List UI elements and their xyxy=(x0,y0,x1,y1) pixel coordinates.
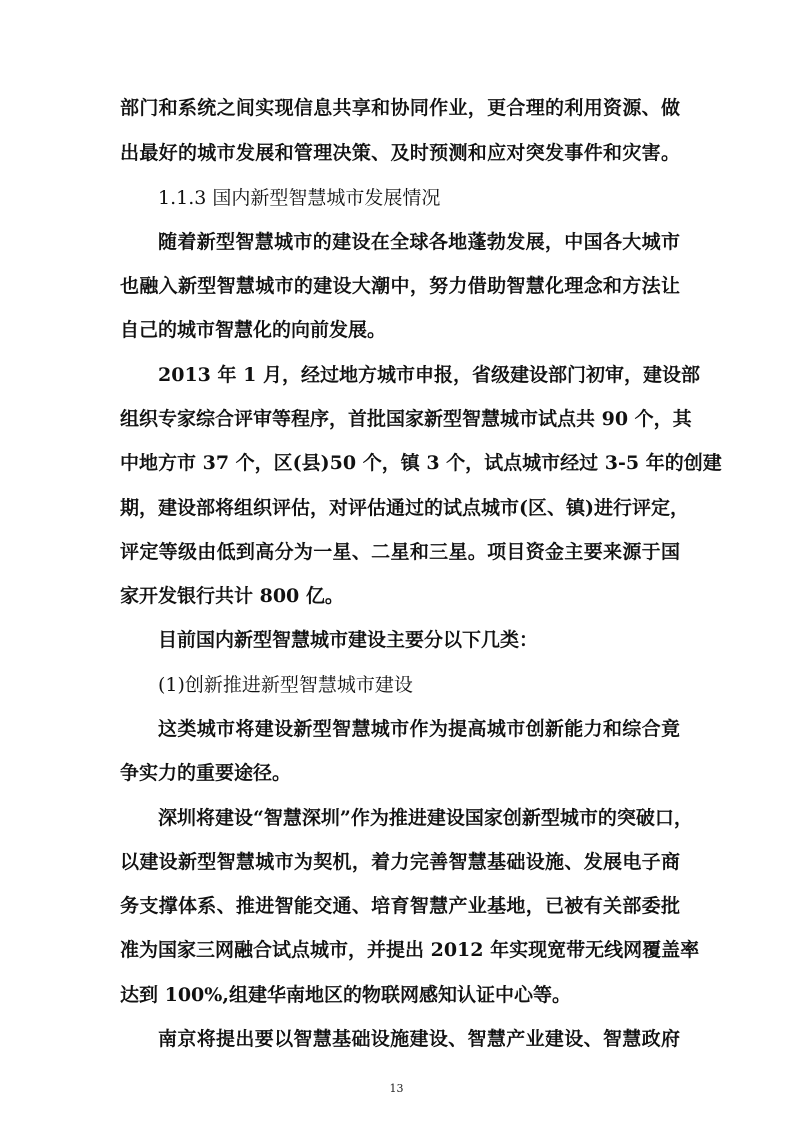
body-line: 部门和系统之间实现信息共享和协同作业，更合理的利用资源、做 xyxy=(120,97,680,119)
body-line: 期，建设部将组织评估，对评估通过的试点城市(区、镇)进行评定， xyxy=(120,497,689,519)
section-heading: 1.1.3 国内新型智慧城市发展情况 xyxy=(158,187,441,209)
body-line: 也融入新型智慧城市的建设大潮中，努力借助智慧化理念和方法让 xyxy=(120,275,680,297)
body-line: 家开发银行共计 800 亿。 xyxy=(120,585,344,607)
body-line: 务支撑体系、推进智能交通、培育智慧产业基地，已被有关部委批 xyxy=(120,895,680,917)
body-line: 南京将提出要以智慧基础设施建设、智慧产业建设、智慧政府 xyxy=(158,1028,680,1050)
body-line: 目前国内新型智慧城市建设主要分以下几类： xyxy=(158,629,539,651)
body-line: 出最好的城市发展和管理决策、及时预测和应对突发事件和灾害。 xyxy=(120,142,680,164)
body-line: 2013 年 1 月，经过地方城市申报，省级建设部门初审，建设部 xyxy=(158,364,700,386)
body-line: 这类城市将建设新型智慧城市作为提高城市创新能力和综合竟 xyxy=(158,718,680,740)
body-line: 组织专家综合评审等程序，首批国家新型智慧城市试点共 90 个，其 xyxy=(120,408,692,430)
page-number: 13 xyxy=(389,1082,404,1095)
list-heading: (1)创新推进新型智慧城市建设 xyxy=(158,674,413,696)
body-line: 深圳将建设“智慧深圳”作为推进建设国家创新型城市的突破口， xyxy=(158,807,693,829)
body-line: 争实力的重要途径。 xyxy=(120,762,292,784)
body-line: 自己的城市智慧化的向前发展。 xyxy=(120,319,387,341)
body-line: 以建设新型智慧城市为契机，着力完善智慧基础设施、发展电子商 xyxy=(120,851,680,873)
body-line: 达到 100%,组建华南地区的物联网感知认证中心等。 xyxy=(120,984,571,1006)
body-line: 评定等级由低到高分为一星、二星和三星。项目资金主要来源于国 xyxy=(120,541,680,563)
body-line: 随着新型智慧城市的建设在全球各地蓬勃发展，中国各大城市 xyxy=(158,231,680,253)
body-line: 中地方市 37 个，区(县)50 个，镇 3 个，试点城市经过 3-5 年的创建 xyxy=(120,452,722,474)
body-line: 准为国家三网融合试点城市，并提出 2012 年实现宽带无线网覆盖率 xyxy=(120,939,700,961)
